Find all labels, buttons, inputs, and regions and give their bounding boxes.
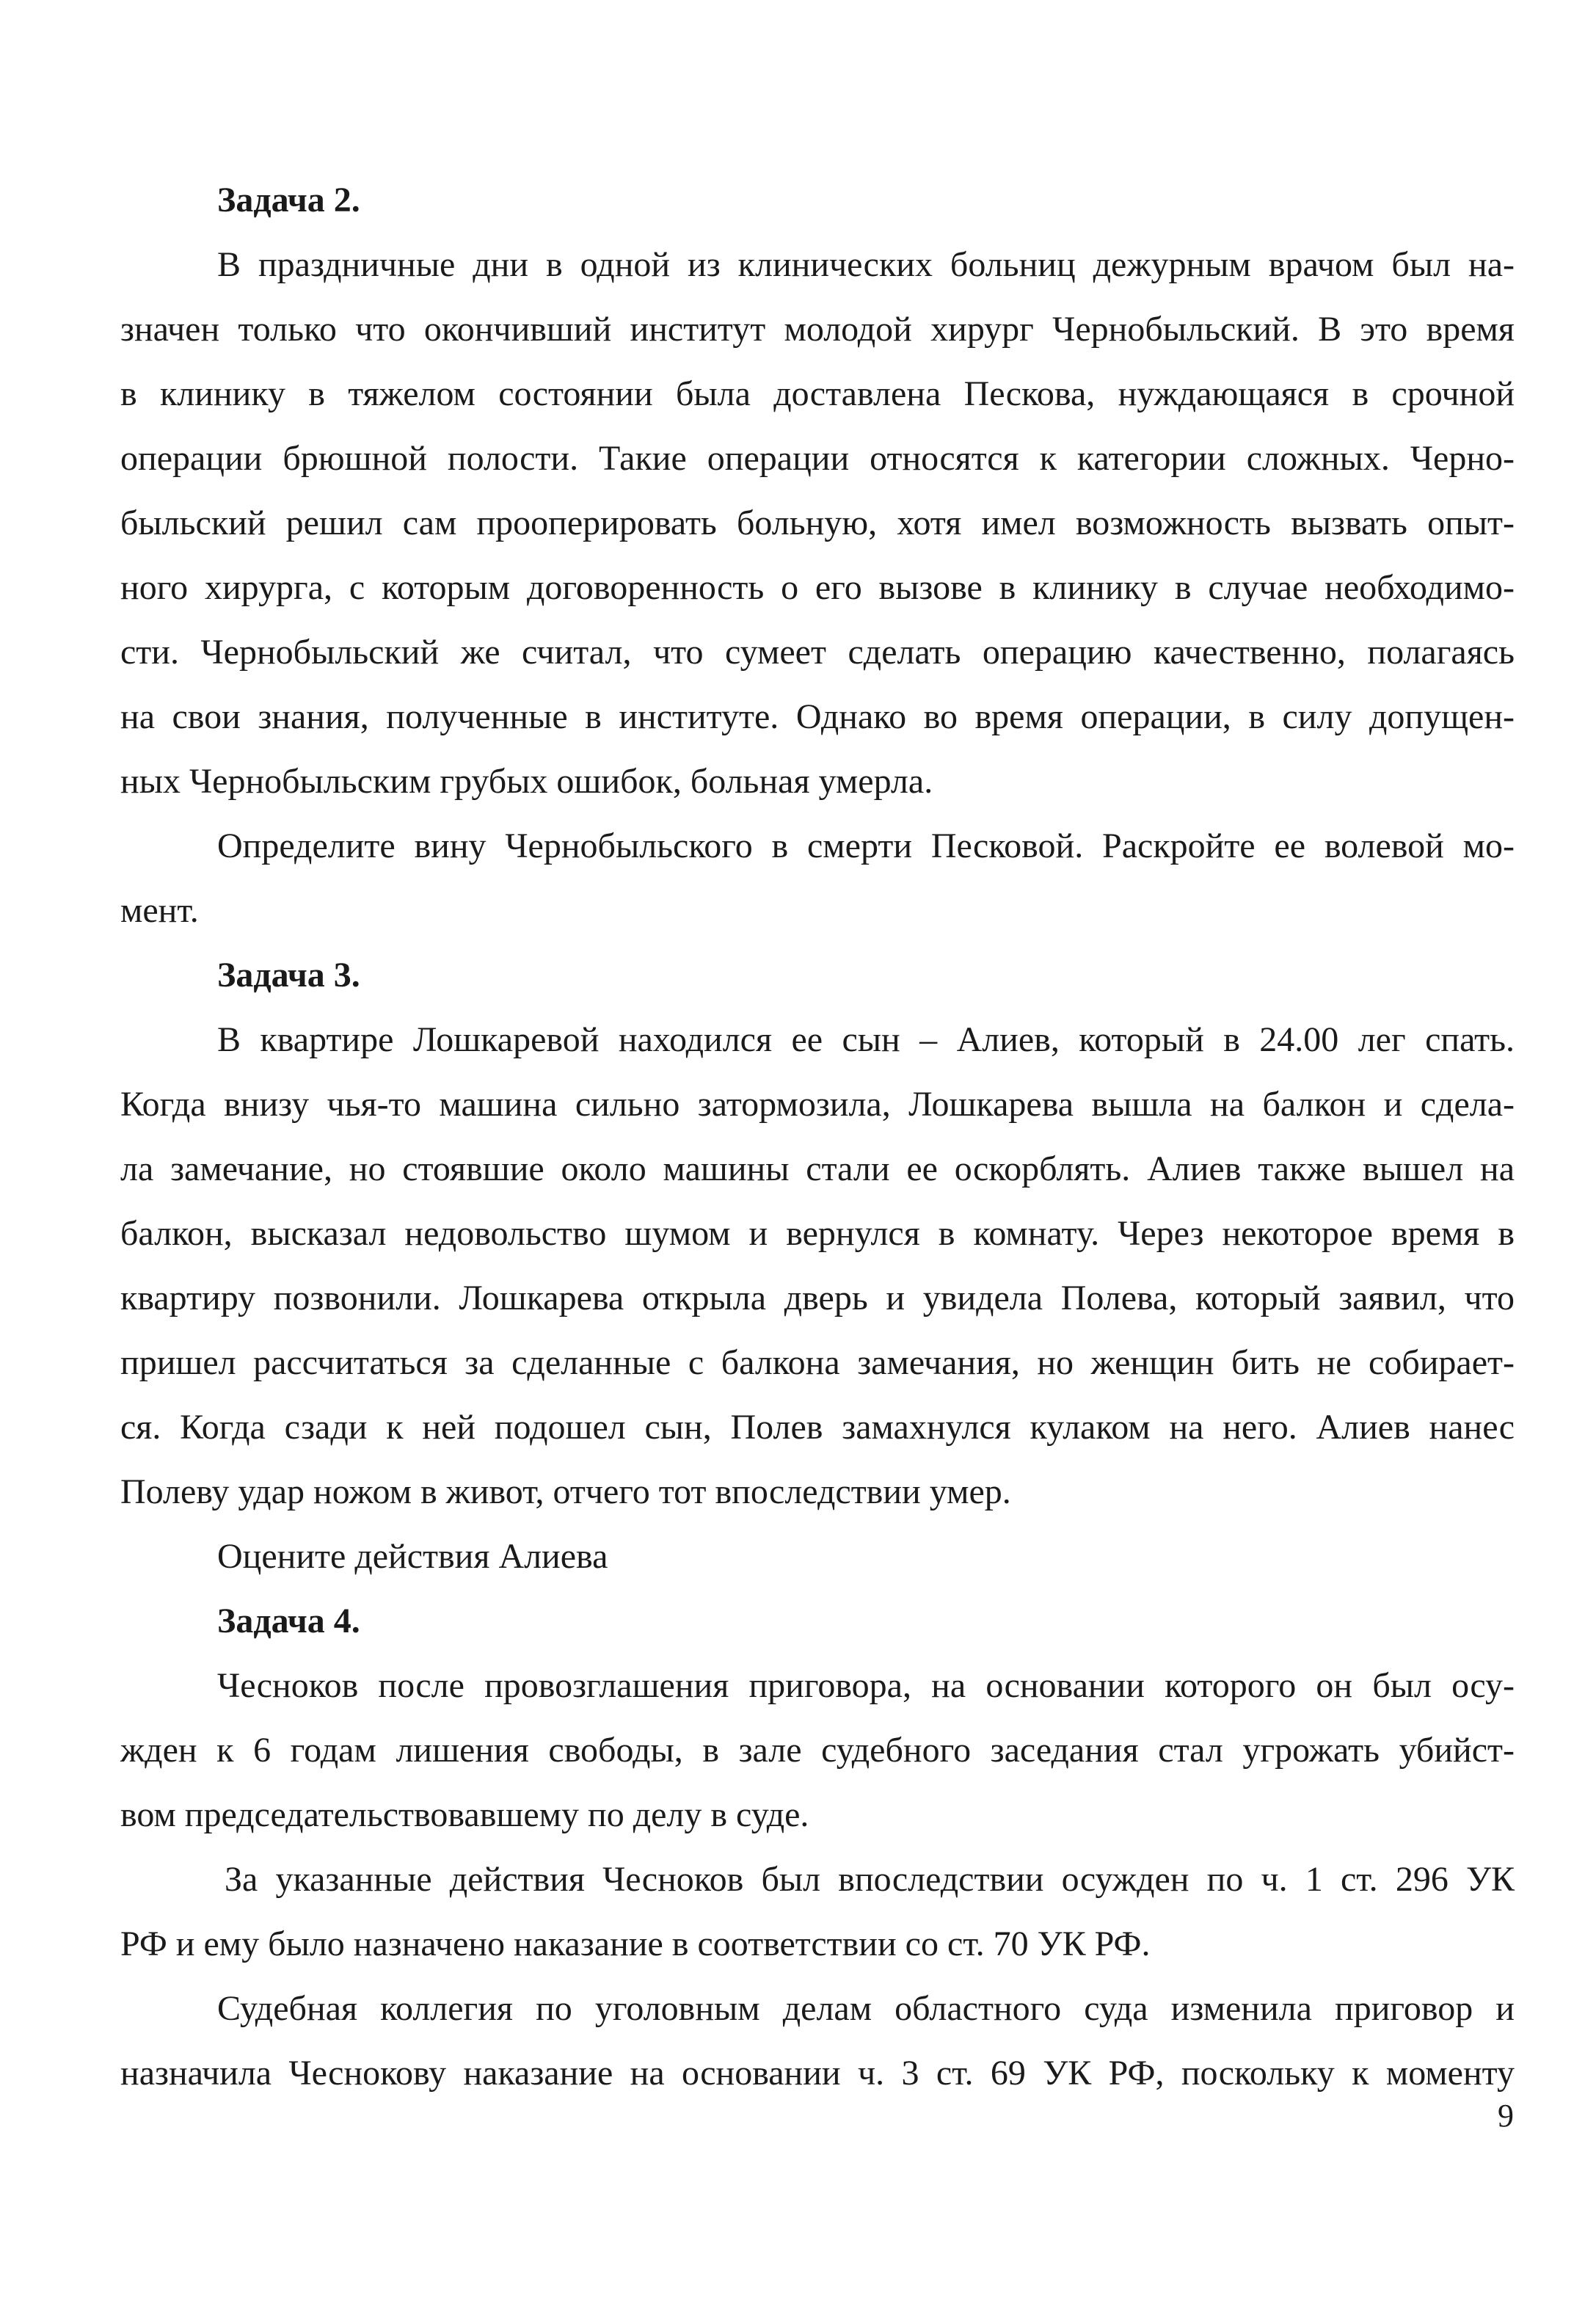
task-4-text-line: Чесноков после провозглашения приговора, на основании которого он был осу- bbox=[217, 1666, 1515, 1705]
task-3-text-line: балкон, высказал недовольство шумом и вернулся в комнату. Через некоторое время в bbox=[120, 1214, 1515, 1253]
task-2-text-line: на свои знания, полученные в институте. Однако во время операции, в силу допущен- bbox=[120, 697, 1515, 736]
task-3-text-line: ла замечание, но стоявшие около машины стали ее оскорблять. Алиев также вышел на bbox=[120, 1149, 1515, 1188]
task-4-text-line: назначила Чеснокову наказание на основании ч. 3 ст. 69 УК РФ, поскольку к моменту bbox=[120, 2054, 1515, 2093]
task-3-text-line: Полеву удар ножом в живот, отчего тот впоследствии умер. bbox=[120, 1472, 1011, 1511]
task-4-text-line: За указанные действия Чесноков был впоследствии осужден по ч. 1 ст. 296 УК bbox=[225, 1860, 1515, 1899]
task-3-question-line: Оцените действия Алиева bbox=[217, 1537, 608, 1576]
task-2-text-line: ных Чернобыльским грубых ошибок, больная умерла. bbox=[120, 762, 933, 801]
task-2-text-line: сти. Чернобыльский же считал, что сумеет сделать операцию качественно, полагаясь bbox=[120, 633, 1515, 672]
task-3-text-line: В квартире Лошкаревой находился ее сын – Алиев, который в 24.00 лег спать. bbox=[217, 1020, 1515, 1059]
task-3-text-line: квартиру позвонили. Лошкарева открыла дверь и увидела Полева, который заявил, что bbox=[120, 1279, 1515, 1317]
task-2-text-line: ного хирурга, с которым договоренность о его вызове в клинику в случае необходимо- bbox=[120, 568, 1515, 607]
task-3-heading: Задача 3. bbox=[217, 956, 360, 995]
task-4-text-line: вом председательствовавшему по делу в суде. bbox=[120, 1795, 809, 1834]
task-3-text-line: ся. Когда сзади к ней подошел сын, Полев замахнулся кулаком на него. Алиев нанес bbox=[120, 1408, 1515, 1447]
task-2-text-line: быльский решил сам прооперировать больную, хотя имел возможность вызвать опыт- bbox=[120, 504, 1515, 542]
task-2-text-line: значен только что окончивший институт молодой хирург Чернобыльский. В это время bbox=[120, 310, 1515, 349]
task-2-text-line: в клинику в тяжелом состоянии была доставлена Пескова, нуждающаяся в срочной bbox=[120, 374, 1515, 413]
page-number: 9 bbox=[1498, 2098, 1514, 2134]
task-3-text-line: пришел рассчитаться за сделанные с балкона замечания, но женщин бить не собирает- bbox=[120, 1343, 1515, 1382]
task-2-text-line: операции брюшной полости. Такие операции относятся к категории сложных. Черно- bbox=[120, 439, 1515, 478]
task-4-text-line: Судебная коллегия по уголовным делам областного суда изменила приговор и bbox=[217, 1989, 1515, 2028]
task-2-question-line: мент. bbox=[120, 891, 199, 930]
task-3-text-line: Когда внизу чья-то машина сильно затормозила, Лошкарева вышла на балкон и сдела- bbox=[120, 1085, 1515, 1124]
task-4-text-line: РФ и ему было назначено наказание в соответствии со ст. 70 УК РФ. bbox=[120, 1924, 1151, 1963]
task-4-heading: Задача 4. bbox=[217, 1602, 360, 1640]
task-2-text-line: В праздничные дни в одной из клинических больниц дежурным врачом был на- bbox=[217, 245, 1515, 284]
task-2-heading: Задача 2. bbox=[217, 181, 360, 219]
task-4-text-line: жден к 6 годам лишения свободы, в зале судебного заседания стал угрожать убийст- bbox=[120, 1731, 1515, 1770]
task-2-question-line: Определите вину Чернобыльского в смерти Песковой. Раскройте ее волевой мо- bbox=[217, 826, 1515, 865]
